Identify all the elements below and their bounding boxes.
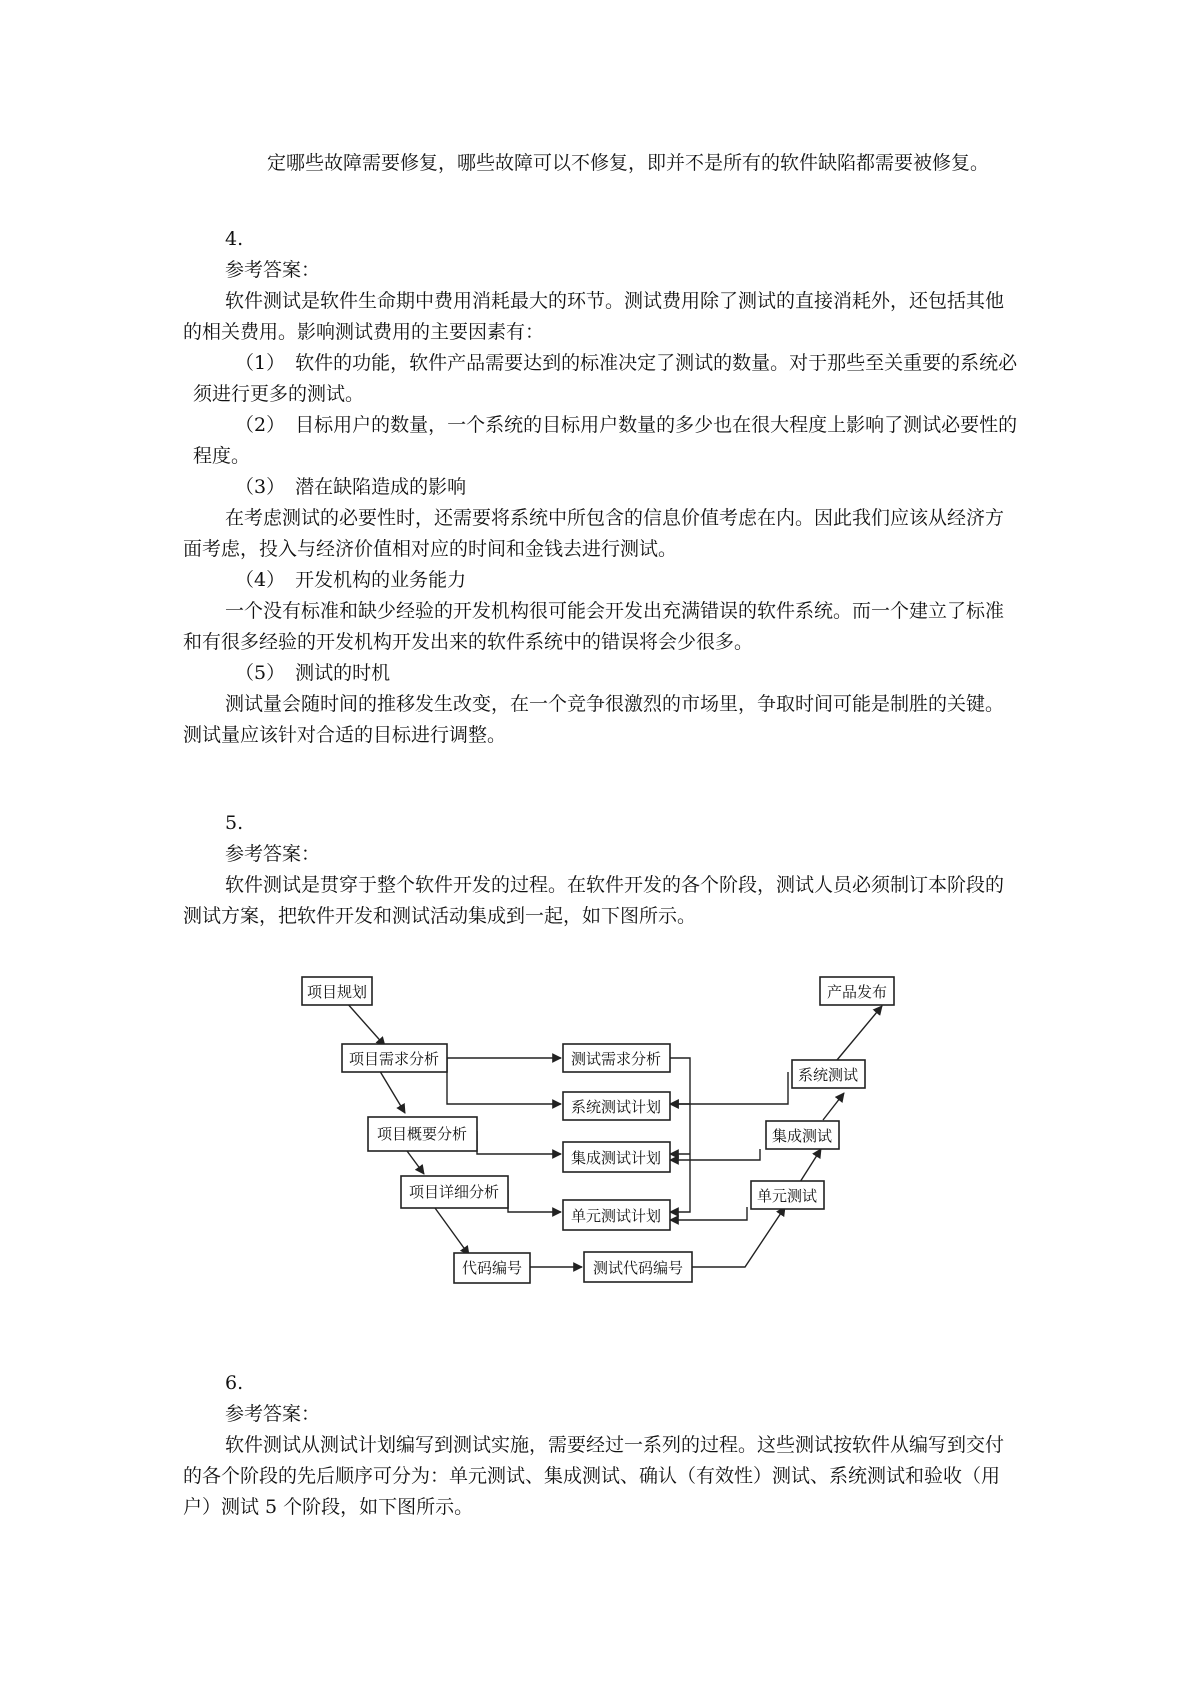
edge-testreq-unitplan (668, 1058, 690, 1212)
q4-item-3-num: （3） (235, 476, 286, 498)
q4-item-3-text: 潜在缺陷造成的影响 (295, 476, 467, 498)
q4-number: 4. (225, 228, 244, 250)
edge-outline-detail (407, 1151, 424, 1174)
q4-para-after-3: 在考虑测试的必要性时，还需要将系统中所包含的信息价值考虑在内。因此我们应该从经济方面考虑，投入与经济价值相对应的时间和金钱去进行测试。 (183, 507, 1005, 560)
q4-para-after-4: 一个没有标准和缺少经验的开发机构很可能会开发出充满错误的软件系统。而一个建立了标准和有很多经验的开发机构开发出来的软件系统中的错误将会少很多。 (183, 600, 1005, 653)
edge-detail-unitplan (508, 1190, 561, 1212)
node-plan-label: 项目规划 (306, 983, 368, 1001)
q4-item-2-text: 目标用户的数量，一个系统的目标用户数量的多少也在很大程度上影响了测试必要性的程度。 (193, 414, 1018, 467)
edge-plan-req (346, 1002, 385, 1046)
edge-systest-sysplan (670, 1072, 788, 1104)
q5-answer-label: 参考答案： (225, 843, 321, 865)
edge-unittest-inttest (800, 1149, 821, 1182)
node-release (820, 977, 894, 1005)
node-unit-plan-label: 单元测试计划 (570, 1207, 662, 1225)
node-int-plan-label: 集成测试计划 (570, 1149, 662, 1167)
q4-item-4-num: （4） (235, 569, 286, 591)
node-sys-test-label: 系统测试 (797, 1066, 859, 1084)
q4-para-after-5: 测试量会随时间的推移发生改变，在一个竞争很激烈的市场里，争取时间可能是制胜的关键。测试量应该针对合适的目标进行调整。 (183, 693, 1005, 746)
edge-systest-release (837, 1006, 882, 1060)
node-int-test-label: 集成测试 (771, 1127, 833, 1145)
node-release-label: 产品发布 (826, 983, 888, 1001)
node-sys-plan-label: 系统测试计划 (570, 1098, 662, 1116)
node-code (454, 1253, 530, 1283)
edge-inttest-systest (823, 1093, 844, 1120)
node-code-label: 代码编号 (461, 1259, 523, 1277)
node-unit-plan (563, 1200, 670, 1230)
q4-item-2-num: （2） (235, 414, 286, 436)
q6-answer-label: 参考答案： (225, 1403, 321, 1425)
node-detail (401, 1176, 508, 1208)
edge-detail-code (435, 1208, 469, 1255)
node-int-plan (563, 1142, 670, 1172)
node-detail-label: 项目详细分析 (408, 1183, 500, 1201)
q4-answer-label: 参考答案： (225, 259, 321, 281)
q4-item-1-num: （1） (235, 352, 286, 374)
q5-intro: 软件测试是贯穿于整个软件开发的过程。在软件开发的各个阶段，测试人员必须制订本阶段的测试方案，把软件开发和测试活动集成到一起，如下图所示。 (183, 874, 1005, 927)
node-sys-test (792, 1060, 865, 1088)
q4-item-1-text: 软件的功能，软件产品需要达到的标准决定了测试的数量。对于那些至关重要的系统必须进行更多的测试。 (193, 352, 1018, 405)
q4-item-5-num: （5） (235, 662, 286, 684)
q4-item-5-text: 测试的时机 (295, 662, 391, 684)
edge-testcode-unittest (692, 1207, 785, 1267)
edge-unittest-unitplan (670, 1207, 747, 1220)
node-unit-test (751, 1181, 824, 1209)
node-int-test (766, 1121, 839, 1149)
node-test-code-label: 测试代码编号 (592, 1259, 684, 1277)
edge-req-sysplan (447, 1058, 561, 1104)
q5-number: 5. (225, 812, 244, 834)
edge-outline-intplan (477, 1131, 561, 1154)
node-outline (368, 1117, 477, 1151)
node-outline-label: 项目概要分析 (376, 1125, 468, 1143)
node-test-req (563, 1044, 670, 1072)
continuation-text: 定哪些故障需要修复，哪些故障可以不修复，即并不是所有的软件缺陷都需要被修复。 (267, 152, 990, 174)
node-req-label: 项目需求分析 (348, 1050, 440, 1068)
q6-number: 6. (225, 1372, 244, 1394)
node-sys-plan (563, 1092, 670, 1120)
q4-item-4-text: 开发机构的业务能力 (295, 569, 467, 591)
node-req (342, 1044, 447, 1072)
node-test-code (584, 1252, 692, 1282)
node-unit-test-label: 单元测试 (756, 1187, 818, 1205)
node-test-req-label: 测试需求分析 (570, 1050, 662, 1068)
q6-intro: 软件测试从测试计划编写到测试实施，需要经过一系列的过程。这些测试按软件从编写到交付的各个阶段的先后顺序可分为：单元测试、集成测试、确认（有效性）测试、系统测试和验收（用户）测试 5 个阶段，如下图所示。 (183, 1434, 1005, 1518)
question-6 (183, 1368, 1018, 1523)
q4-intro: 软件测试是软件生命期中费用消耗最大的环节。测试费用除了测试的直接消耗外，还包括其他的相关费用。影响测试费用的主要因素有： (183, 290, 1005, 343)
node-plan (302, 977, 372, 1005)
